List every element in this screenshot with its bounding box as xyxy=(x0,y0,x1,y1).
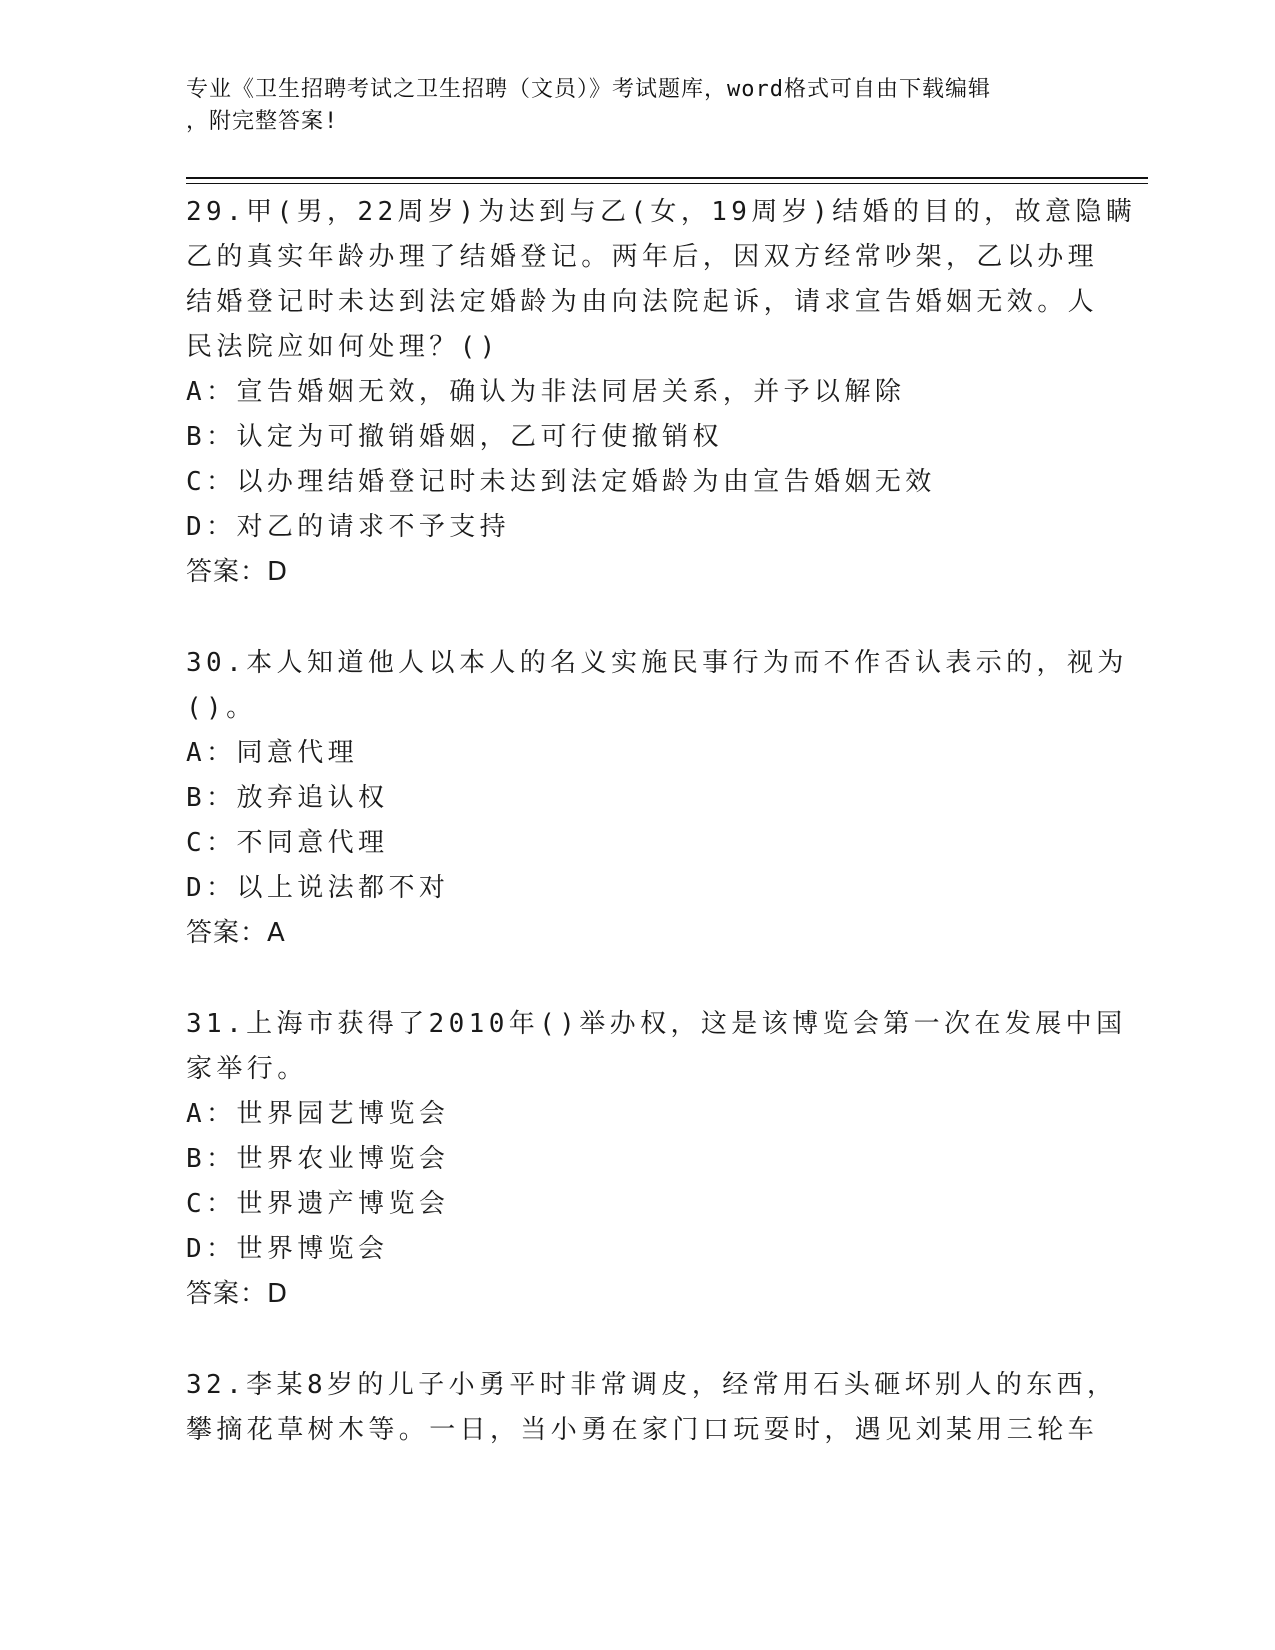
question-32 xyxy=(186,1363,1118,1453)
option-a: A：同意代理 xyxy=(186,738,359,768)
question-text-line: ()。 xyxy=(186,693,257,723)
answer-line: 答案：A xyxy=(186,918,286,948)
question-31 xyxy=(186,1002,1127,1317)
option-b: B：认定为可撤销婚姻，乙可行使撤销权 xyxy=(186,422,723,452)
question-text-line: 家举行。 xyxy=(186,1054,308,1084)
question-list xyxy=(186,190,1137,1453)
option-d: D：世界博览会 xyxy=(186,1234,389,1264)
answer-line: 答案：D xyxy=(186,1279,289,1309)
question-text-line: 30.本人知道他人以本人的名义实施民事行为而不作否认表示的，视为 xyxy=(186,648,1128,678)
option-b: B：放弃追认权 xyxy=(186,783,389,813)
option-a: A：世界园艺博览会 xyxy=(186,1099,450,1129)
question-text-line: 31.上海市获得了2010年()举办权，这是该博览会第一次在发展中国 xyxy=(186,1009,1127,1039)
question-text-line: 民法院应如何处理？() xyxy=(186,332,500,362)
option-c: C：以办理结婚登记时未达到法定婚龄为由宣告婚姻无效 xyxy=(186,467,936,497)
option-c: C：不同意代理 xyxy=(186,828,389,858)
question-text-line: 结婚登记时未达到法定婚龄为由向法院起诉，请求宣告婚姻无效。人 xyxy=(186,287,1099,317)
question-text-line: 乙的真实年龄办理了结婚登记。两年后，因双方经常吵架，乙以办理 xyxy=(186,242,1099,272)
question-text-line: 29.甲(男，22周岁)为达到与乙(女，19周岁)结婚的目的，故意隐瞒 xyxy=(186,197,1137,227)
question-spacer xyxy=(186,1317,1086,1363)
option-a: A：宣告婚姻无效，确认为非法同居关系，并予以解除 xyxy=(186,377,906,407)
question-spacer xyxy=(186,956,1086,1002)
header-line-2: ，附完整答案! xyxy=(186,109,339,134)
question-text-line: 攀摘花草树木等。一日，当小勇在家门口玩耍时，遇见刘某用三轮车 xyxy=(186,1415,1099,1445)
question-30 xyxy=(186,641,1128,956)
option-d: D：对乙的请求不予支持 xyxy=(186,512,511,542)
document-header xyxy=(186,74,1066,138)
header-rule-thin xyxy=(186,183,1148,184)
option-d: D：以上说法都不对 xyxy=(186,873,450,903)
question-29 xyxy=(186,190,1137,595)
question-text-line: 32.李某8岁的儿子小勇平时非常调皮，经常用石头砸坏别人的东西， xyxy=(186,1370,1118,1400)
header-line-1: 专业《卫生招聘考试之卫生招聘（文员）》考试题库，word格式可自由下载编辑 xyxy=(186,77,991,102)
option-b: B：世界农业博览会 xyxy=(186,1144,450,1174)
answer-line: 答案：D xyxy=(186,557,289,587)
option-c: C：世界遗产博览会 xyxy=(186,1189,450,1219)
header-rule-thick xyxy=(186,177,1148,179)
question-spacer xyxy=(186,595,1086,641)
